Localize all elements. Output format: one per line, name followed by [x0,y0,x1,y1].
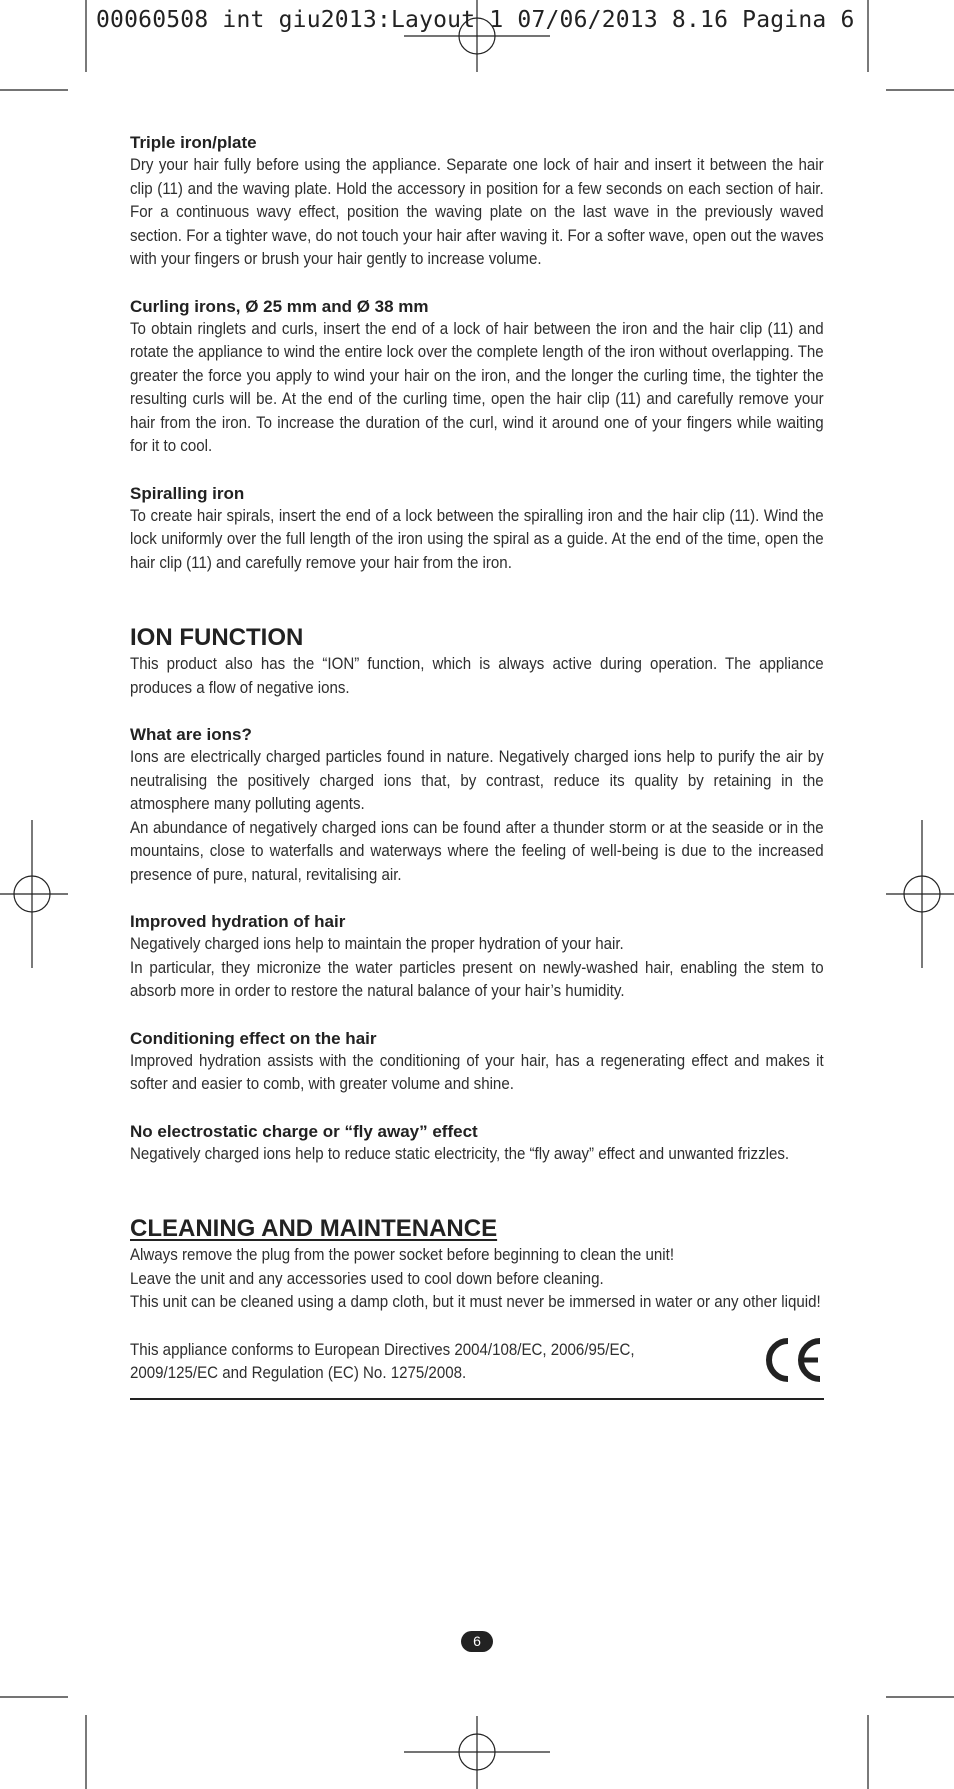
paragraph-ion-function: This product also has the “ION” function, which is always active during operation. The appliance produces a flow of negative ions. [130,655,824,697]
paragraph-spiralling-iron: To create hair spirals, insert the end of a lock between the spiralling iron and the hair clip (11). Wind the lock uniformly over the full length of the iron using the spiral as a guide. At the end of the time, open the hair clip (11) and carefully remove your hair from the iron. [130,506,824,572]
paragraph-curling-irons: To obtain ringlets and curls, insert the end of a lock of hair between the iron and the hair clip (11) and rotate the appliance to wind the entire lock over the complete length of the iron without overlapping. The greater the force you apply to wind your hair on the iron, and the longer the curling time, the tighter the resulting curls will be. At the end of the curling time, open the hair clip (11) and carefully remove your hair from the iron. To increase the duration of the curl, wind it around one of your fingers while waiting for it to cool. [130,319,824,455]
paragraph-cleaning-2: Leave the unit and any accessories used to cool down before cleaning. [130,1269,604,1288]
paragraph-hydration-1: Negatively charged ions help to maintain the proper hydration of your hair. [130,935,624,953]
heading-conditioning: Conditioning effect on the hair [130,1028,377,1048]
paragraph-electrostatic: Negatively charged ions help to reduce static electricity, the “fly away” effect and unwanted frizzles. [130,1144,790,1163]
document-body [130,132,824,1400]
heading-what-are-ions: What are ions? [130,725,252,744]
paragraph-conditioning: Improved hydration assists with the conditioning of your hair, has a regenerating effect and makes it softer and easier to comb, with greater volume and shine. [130,1051,824,1093]
heading-hydration: Improved hydration of hair [130,912,346,931]
paragraph-cleaning-1: Always remove the plug from the power socket before beginning to clean the unit! [130,1246,675,1264]
heading-triple-iron: Triple iron/plate [130,133,257,152]
heading-cleaning: CLEANING AND MAINTENANCE [130,1215,498,1242]
paragraph-hydration-2: In particular, they micronize the water particles present on newly-washed hair, enabling the stem to absorb more in order to restore the natural balance of your hair’s humidity. [130,958,824,1000]
paragraph-conformity: This appliance conforms to European Directives 2004/108/EC, 2006/95/EC, 2009/125/EC and Regulation (EC) No. 1275/2008. [130,1340,635,1382]
print-slug-line: 00060508 int giu2013:Layout 1 07/06/2013 8.16 Pagina 6 [96,7,855,33]
ce-mark-icon [762,1335,824,1385]
heading-spiralling-iron: Spiralling iron [130,483,245,503]
heading-curling-irons: Curling irons, Ø 25 mm and Ø 38 mm [130,296,429,316]
paragraph-cleaning-3: This unit can be cleaned using a damp cloth, but it must never be immersed in water or any other liquid! [130,1293,821,1311]
paragraph-triple-iron: Dry your hair fully before using the appliance. Separate one lock of hair and insert it between the hair clip (11) and the waving plate. Hold the accessory in position for a few seconds on each section of hair. For a continuous wavy effect, position the waving plate on the last wave in the previously waved section. For a tighter wave, do not touch your hair after waving it. For a softer wave, open out the waves with your fingers or brush your hair gently to increase volume. [130,156,824,268]
heading-ion-function: ION FUNCTION [130,624,304,651]
heading-electrostatic: No electrostatic charge or “fly away” effect [130,1121,478,1141]
paragraph-what-are-ions-2: An abundance of negatively charged ions can be found after a thunder storm or at the seaside or in the mountains, close to waterfalls and waterways where the feeling of well-being is due to the increased presence of pure, natural, revitalising air. [130,818,824,884]
page-number-badge: 6 [461,1631,493,1652]
conformity-block [130,1339,824,1400]
paragraph-what-are-ions-1: Ions are electrically charged particles found in nature. Negatively charged ions help to purify the air by neutralising the positively charged ions that, by contrast, reduce its quality by retaining in the atmosphere many polluting agents. [130,748,824,813]
